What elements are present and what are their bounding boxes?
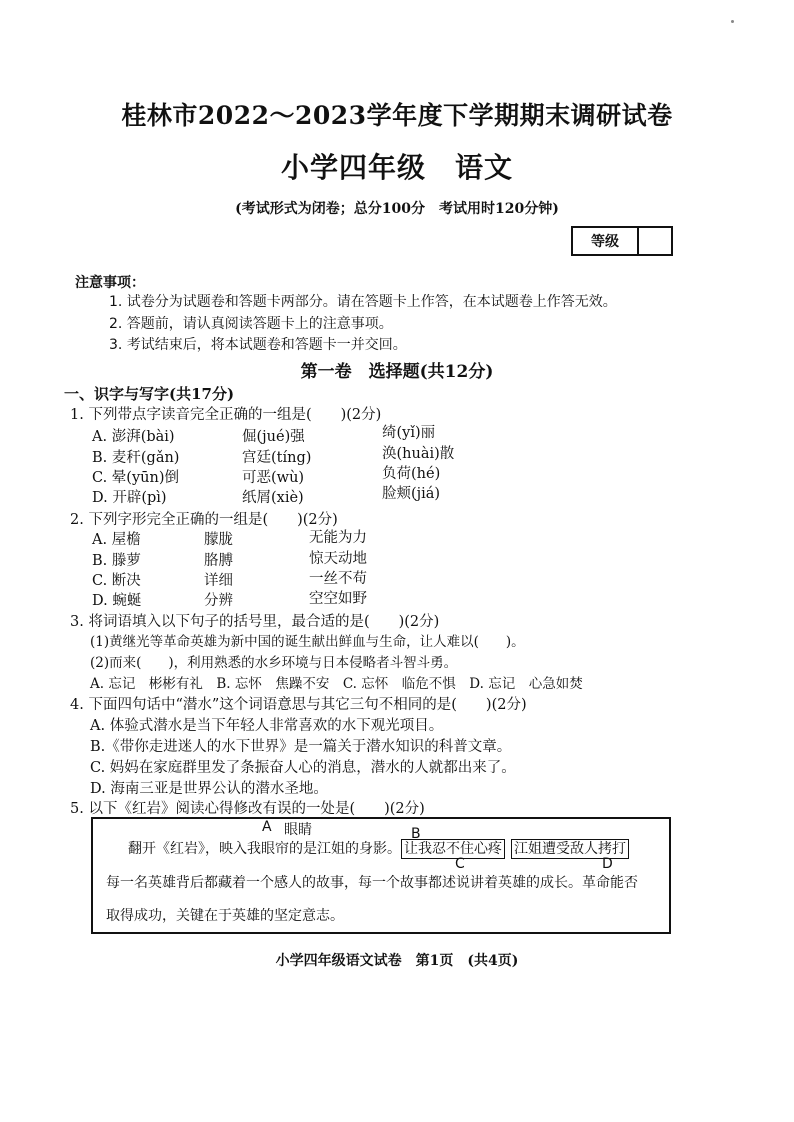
question-2-stem: 2. 下列字形完全正确的一组是( )(2分) [70, 512, 338, 528]
q4-option-b: B.《带你走进迷人的水下世界》是一篇关于潜水知识的科普文章。 [90, 739, 512, 755]
q3-options: A. 忘记 彬彬有礼 B. 忘怀 焦躁不安 C. 忘怀 临危不惧 D. 忘记 心急如焚 [90, 676, 583, 692]
q2-option-a-2: 朦胧 [204, 532, 233, 548]
mark-b: B [411, 826, 421, 842]
q2-option-b-1: B. 滕萝 [92, 553, 141, 569]
notes-title: 注意事项： [75, 275, 145, 291]
exam-title: 桂林市2022～2023学年度下学期期末调研试卷 [121, 101, 673, 130]
q1-option-d-1: D. 开辟(pì) [92, 490, 167, 506]
mark-a: A [262, 819, 272, 835]
question-3-stem: 3. 将词语填入以下句子的括号里，最合适的是( )(2分) [70, 614, 440, 630]
q3-sentence-2: (2)而来( )，利用熟悉的水乡环境与日本侵略者斗智斗勇。 [90, 655, 458, 671]
q2-option-d-2: 分辨 [204, 593, 233, 609]
passage-line-2: 每一名英雄背后都藏着一个感人的故事，每一个故事都述说讲着英雄的成长。革命能否 [106, 875, 638, 891]
mark-c: C [455, 856, 465, 872]
q1-option-a-1: A. 澎湃(bài) [92, 429, 175, 445]
q2-option-d-3: 空空如野 [309, 591, 367, 607]
page-footer: 小学四年级语文试卷 第1页 (共4页) [275, 953, 519, 969]
passage-line-1 [128, 838, 629, 858]
q1-option-b-3: 涣(huài)散 [382, 446, 455, 462]
part-title: 一、识字与写字(共17分) [64, 385, 235, 403]
question-5-stem: 5. 以下《红岩》阅读心得修改有误的一处是( )(2分) [70, 801, 425, 817]
q3-sentence-1: (1)黄继光等革命英雄为新中国的诞生献出鲜血与生命，让人难以( )。 [90, 634, 525, 650]
passage-line-1-text: 翻开《红岩》，映入我眼帘的是江姐的身影。 [128, 841, 401, 857]
q1-option-b-1: B. 麦秆(gǎn) [92, 450, 180, 466]
q4-option-c: C. 妈妈在家庭群里发了条振奋人心的消息，潜水的人就都出来了。 [90, 760, 516, 776]
grade-value-cell [639, 228, 671, 254]
q1-option-d-3: 脸颊(jiá) [382, 486, 441, 502]
passage-line-3: 取得成功，关键在于英雄的坚定意志。 [106, 908, 344, 924]
q1-option-a-3: 绮(yǐ)丽 [382, 425, 436, 441]
q2-option-c-3: 一丝不苟 [309, 571, 367, 587]
mark-d: D [602, 856, 613, 872]
passage-segment-d: 江姐遭受敌人拷打 [511, 839, 629, 859]
note-item: 2. 答题前，请认真阅读答题卡上的注意事项。 [109, 316, 393, 332]
section-title: 第一卷 选择题(共12分) [300, 362, 494, 382]
passage-segment-c: 让我忍不住心疼 [401, 839, 505, 859]
q2-option-d-1: D. 蜿蜒 [92, 593, 142, 609]
mark-a-word: 眼睛 [284, 822, 312, 838]
grade-box [571, 226, 673, 256]
q1-option-d-2: 纸屑(xiè) [242, 490, 304, 506]
question-1-stem: 1. 下列带点字读音完全正确的一组是( )(2分) [70, 407, 382, 423]
exam-info: (考试形式为闭卷；总分100分 考试用时120分钟) [235, 201, 559, 217]
q4-option-a: A. 体验式潜水是当下年轻人非常喜欢的水下观光项目。 [90, 718, 444, 734]
q2-option-b-2: 胳膊 [204, 553, 233, 569]
scan-speck [731, 20, 734, 23]
q2-option-b-3: 惊天动地 [309, 551, 367, 567]
note-item: 3. 考试结束后，将本试题卷和答题卡一并交回。 [109, 337, 407, 353]
q1-option-b-2: 宫廷(tíng) [242, 450, 312, 466]
q4-option-d: D. 海南三亚是世界公认的潜水圣地。 [90, 781, 328, 797]
q1-option-c-3: 负荷(hé) [382, 466, 441, 482]
q1-option-c-1: C. 晕(yūn)倒 [92, 470, 179, 486]
q1-option-c-2: 可恶(wù) [242, 470, 305, 486]
q2-option-c-2: 详细 [204, 573, 233, 589]
question-4-stem: 4. 下面四句话中“潜水”这个词语意思与其它三句不相同的是( )(2分) [70, 697, 527, 713]
q2-option-a-1: A. 屋檐 [92, 532, 141, 548]
note-item: 1. 试卷分为试题卷和答题卡两部分。请在答题卡上作答，在本试题卷上作答无效。 [109, 294, 617, 310]
grade-label: 等级 [573, 228, 639, 254]
q2-option-a-3: 无能为力 [309, 530, 367, 546]
q1-option-a-2: 倔(jué)强 [242, 429, 305, 445]
exam-subtitle: 小学四年级 语文 [280, 151, 513, 184]
q2-option-c-1: C. 断决 [92, 573, 141, 589]
